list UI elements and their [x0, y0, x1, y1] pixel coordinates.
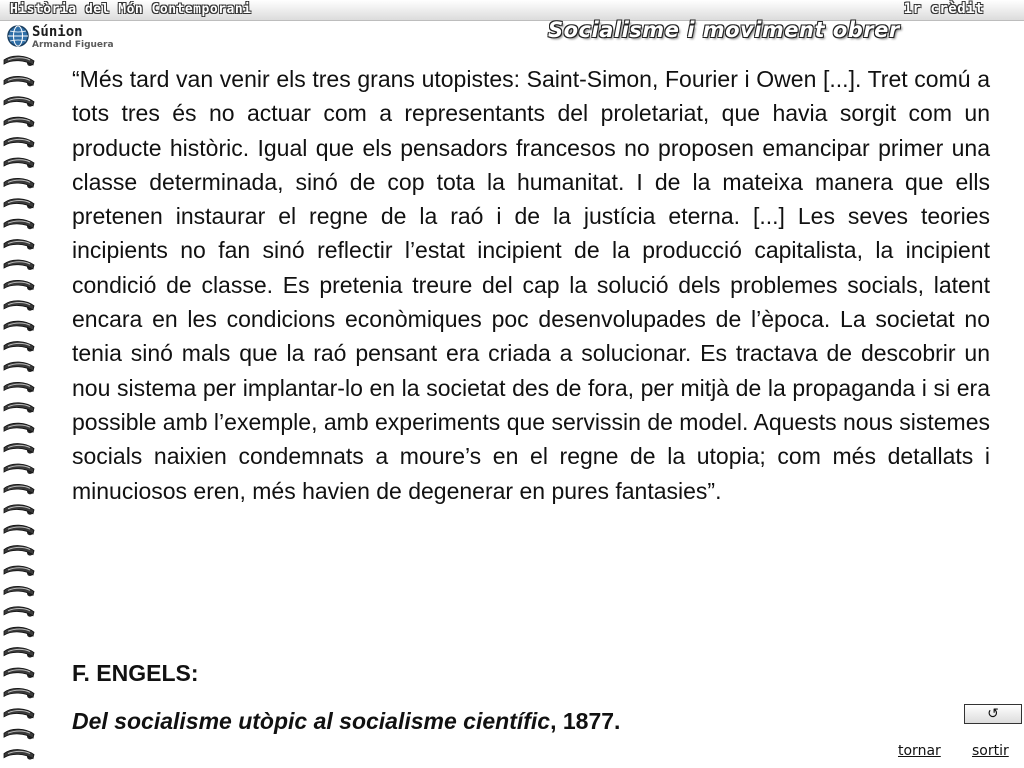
spiral-ring — [4, 240, 34, 250]
spiral-ring — [4, 668, 34, 678]
spiral-ring — [4, 362, 34, 372]
spiral-ring — [4, 342, 34, 352]
course-title: Història del Món Contemporani — [10, 2, 252, 17]
spiral-ring — [4, 750, 34, 760]
logo-author: Armand Figuera — [32, 40, 114, 50]
spiral-ring — [4, 586, 34, 596]
spiral-ring — [4, 648, 34, 658]
spiral-ring — [4, 464, 34, 474]
spiral-ring — [4, 546, 34, 556]
spiral-ring — [4, 382, 34, 392]
spiral-ring — [4, 525, 34, 535]
source-title: Del socialisme utòpic al socialisme científic — [72, 708, 551, 734]
quote-text: “Més tard van venir els tres grans utopistes: Saint-Simon, Fourier i Owen [...]. Tret comú a tots tres és no actuar com a representants del proletariat, que havia sorgit com un producte històric. Igual que els pensadors francesos no proposen emancipar primer una classe determinada, sinó de cop tota la humanitat. I de la mateixa manera que ells pretenen instaurar el regne de la raó i de la justícia eterna. [...] Les seves teories incipients no fan sinó reflectir l’estat incipient de la producció capitalista, la incipient condició de classe. Es pretenia treure del cap la solució dels problemes socials, latent encara en les condicions econòmiques poc desenvolupades de l’època. La societat no tenia sinó mals que la raó pensant era criada a solucionar. Es tractava de descobrir un nou sistema per implantar-lo en la societat des de fora, per mitjà de la propaganda i si era possible amb l’exemple, amb experiments que servissin de model. Aquests nous sistemes socials naixien condemnats a moure’s en el regne de la utopia; com més detallats i minuciosos eren, més havien de degenerar en pures fantasies”. — [72, 66, 990, 504]
spiral-ring — [4, 709, 34, 719]
spiral-ring — [4, 158, 34, 168]
spiral-ring — [4, 97, 34, 107]
quote-source — [72, 708, 620, 735]
spiral-ring — [4, 178, 34, 188]
exit-link[interactable]: sortir — [972, 743, 1009, 759]
spiral-ring — [4, 260, 34, 270]
logo-name: Súnion — [32, 24, 83, 40]
spiral-ring — [4, 301, 34, 311]
back-link[interactable]: tornar — [898, 743, 941, 759]
spiral-ring — [4, 484, 34, 494]
credit-label: 1r crèdit — [903, 1, 984, 17]
return-arrow-icon: ↺ — [987, 706, 999, 722]
source-year: , 1877. — [550, 708, 621, 734]
spiral-ring — [4, 607, 34, 617]
globe-icon — [6, 24, 30, 48]
spiral-ring — [4, 444, 34, 454]
spiral-ring — [4, 566, 34, 576]
spiral-ring — [4, 199, 34, 209]
quote-author: F. ENGELS: — [72, 660, 199, 686]
spiral-ring — [4, 688, 34, 698]
spiral-ring — [4, 505, 34, 515]
spiral-ring — [4, 403, 34, 413]
sunion-logo — [6, 24, 116, 52]
spiral-ring — [4, 423, 34, 433]
spiral-ring — [4, 117, 34, 127]
spiral-ring — [4, 280, 34, 290]
spiral-ring — [4, 219, 34, 229]
spiral-ring — [4, 627, 34, 637]
spiral-ring — [4, 56, 34, 66]
spiral-ring — [4, 76, 34, 86]
section-title: Socialisme i moviment obrer — [548, 18, 900, 42]
spiral-binding — [0, 50, 44, 768]
return-button[interactable] — [964, 704, 1022, 724]
spiral-ring — [4, 321, 34, 331]
spiral-ring — [4, 138, 34, 148]
spiral-ring — [4, 729, 34, 739]
